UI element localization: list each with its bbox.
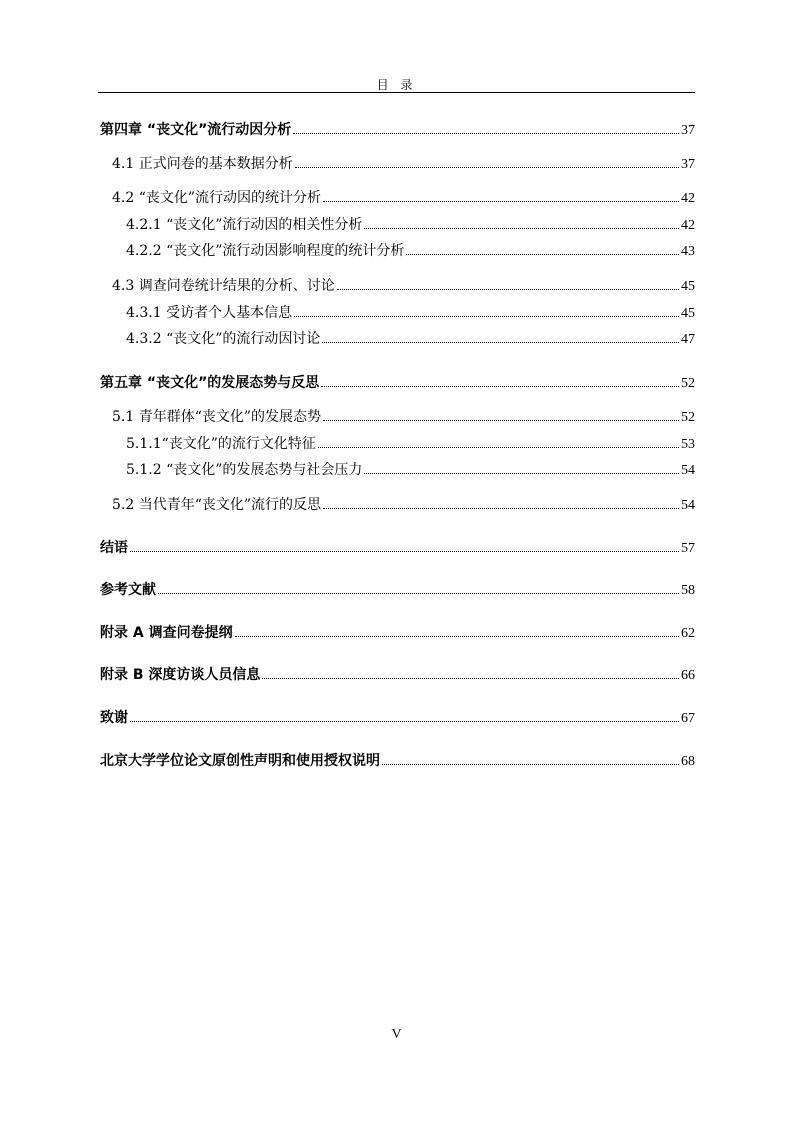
toc-entry-title: 结语 (100, 540, 128, 556)
toc-entry-page: 37 (681, 157, 695, 172)
toc-entry[interactable] (126, 304, 695, 323)
page-number: V (391, 1027, 402, 1042)
toc-entry[interactable] (100, 121, 695, 140)
toc-entry[interactable] (112, 155, 695, 174)
toc-entry-title: 4.3.1 受访者个人基本信息 (126, 305, 293, 321)
toc-entry-title: 第五章 “丧文化”的发展态势与反思 (100, 375, 320, 391)
toc-entry[interactable] (100, 752, 695, 771)
toc-entry-page: 62 (681, 626, 695, 641)
toc-entry-title: 北京大学学位论文原创性声明和使用授权说明 (100, 753, 380, 769)
toc-leader (364, 473, 679, 474)
toc-entry-page: 57 (681, 541, 695, 556)
toc-entry-title: 参考文献 (100, 582, 156, 598)
toc-entry-title: 第四章 “丧文化”流行动因分析 (100, 122, 292, 138)
toc-entry-page: 54 (681, 463, 695, 478)
toc-entry-title: 致谢 (100, 710, 128, 726)
toc-leader (382, 764, 679, 765)
toc-entry-title: 4.1 正式问卷的基本数据分析 (112, 156, 293, 172)
toc-entry-title: 5.2 当代青年“丧文化”流行的反思 (112, 497, 322, 513)
toc-entry-page: 68 (681, 754, 695, 769)
toc-leader (323, 508, 679, 509)
toc-entry-page: 66 (681, 668, 695, 683)
toc-entry[interactable] (112, 496, 695, 515)
toc-entry[interactable] (126, 216, 695, 235)
toc-entry-page: 52 (681, 376, 695, 391)
toc-entry[interactable] (100, 374, 695, 393)
toc-entry-title: 4.3 调查问卷统计结果的分析、讨论 (112, 278, 335, 294)
toc-entry-page: 43 (681, 244, 695, 259)
toc-entry-title: 5.1.1“丧文化”的流行文化特征 (126, 436, 316, 452)
toc-leader (158, 593, 679, 594)
toc-entry-title: 4.3.2 “丧文化”的流行动因讨论 (126, 331, 321, 347)
toc-entry-page: 58 (681, 583, 695, 598)
toc-entry-page: 37 (681, 123, 695, 138)
toc-entry[interactable] (112, 277, 695, 296)
toc-entry-page: 42 (681, 191, 695, 206)
toc-entry[interactable] (100, 709, 695, 728)
toc-leader (337, 289, 679, 290)
toc-entry-title: 5.1 青年群体“丧文化”的发展态势 (112, 409, 322, 425)
toc-entry-page: 54 (681, 498, 695, 513)
toc-leader (293, 133, 679, 134)
toc-entry[interactable] (100, 666, 695, 685)
toc-entry[interactable] (126, 461, 695, 480)
toc-entry-title: 4.2.2 “丧文化”流行动因影响程度的统计分析 (126, 243, 405, 259)
toc-leader (406, 254, 679, 255)
toc-entry-title: 4.2.1 “丧文化”流行动因的相关性分析 (126, 217, 363, 233)
toc-entry-page: 42 (681, 218, 695, 233)
toc-leader (323, 420, 679, 421)
toc-entry[interactable] (126, 242, 695, 261)
toc-entry[interactable] (112, 408, 695, 427)
toc-entry-page: 45 (681, 306, 695, 321)
toc-entry-title: 附录 A 调查问卷提纲 (100, 625, 233, 641)
toc-entry[interactable] (100, 581, 695, 600)
toc-entry-page: 47 (681, 332, 695, 347)
header-rule (98, 92, 695, 93)
toc-entry[interactable] (126, 435, 695, 454)
toc-entry-page: 52 (681, 410, 695, 425)
toc-entry[interactable] (126, 330, 695, 349)
toc-entry-page: 45 (681, 279, 695, 294)
toc-entry[interactable] (112, 189, 695, 208)
toc-entry-page: 53 (681, 437, 695, 452)
toc-leader (235, 636, 679, 637)
toc-entry-title: 4.2 “丧文化”流行动因的统计分析 (112, 190, 322, 206)
toc-entry-title: 5.1.2 “丧文化”的发展态势与社会压力 (126, 462, 363, 478)
header-title: 目 录 (376, 78, 417, 92)
toc-leader (321, 386, 679, 387)
toc-leader (130, 721, 679, 722)
toc-leader (262, 678, 679, 679)
toc-entry[interactable] (100, 539, 695, 558)
toc-leader (318, 447, 679, 448)
toc-leader (130, 551, 679, 552)
toc-leader (364, 228, 679, 229)
toc-leader (323, 201, 679, 202)
toc-leader (295, 167, 679, 168)
toc-entry[interactable] (100, 624, 695, 643)
toc-entry-title: 附录 B 深度访谈人员信息 (100, 667, 261, 683)
toc-leader (294, 316, 679, 317)
toc-leader (322, 342, 679, 343)
toc-entry-page: 67 (681, 711, 695, 726)
